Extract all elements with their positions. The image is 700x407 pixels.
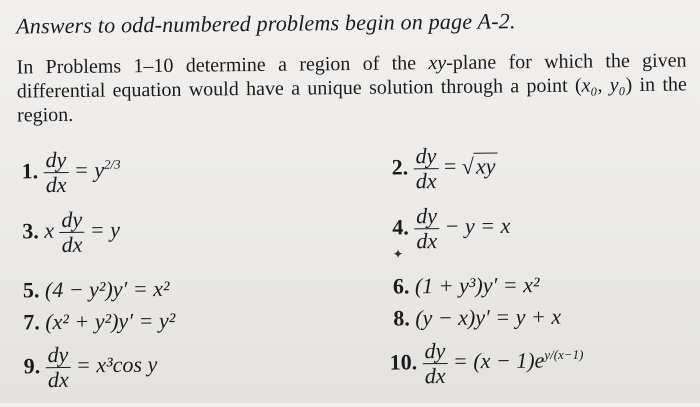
- problem-number: 2.: [391, 153, 409, 180]
- problem-number: 4.: [392, 213, 409, 240]
- problem-8: [393, 304, 561, 332]
- problem-4: [392, 203, 511, 253]
- fraction-denominator: dx: [424, 363, 446, 389]
- equation-expression: (4 − y²)y′ = x²: [44, 275, 170, 303]
- equation-rhs: = x³cos y: [75, 351, 158, 378]
- answers-note: Answers to odd-numbered problems begin on page A-2.: [16, 8, 516, 39]
- instructions-x0: x₀: [581, 74, 598, 97]
- pencil-mark-icon: ✦: [392, 246, 404, 262]
- problem-number: 10.: [389, 348, 418, 375]
- problem-6: [393, 272, 540, 300]
- fraction-denominator: dx: [415, 168, 437, 194]
- problem-number: 8.: [393, 305, 410, 331]
- radicand: xy: [474, 152, 498, 178]
- instructions-text-part-2: -plane for which the given differential equation would have a unique solution through a point (: [16, 49, 687, 103]
- equation-rhs: = (x − 1)e: [452, 347, 545, 374]
- derivative-fraction: [45, 343, 70, 392]
- equation-rhs: − y = x: [444, 212, 511, 239]
- instructions-sep: ,: [597, 74, 610, 97]
- instructions-text-part-3: ) in the region.: [16, 73, 687, 127]
- fraction-denominator: dx: [61, 231, 83, 258]
- problem-number: 9.: [23, 352, 41, 378]
- problem-number: 6.: [392, 273, 410, 299]
- equation-rhs: =: [443, 153, 462, 179]
- problem-number: 5.: [22, 277, 40, 303]
- derivative-fraction: [59, 208, 84, 257]
- equation-expression: (x² + y²)y′ = y²: [45, 307, 176, 335]
- equation-rhs: = y: [89, 216, 121, 243]
- instructions-y0: y₀: [609, 74, 626, 97]
- equation-exponent: 2/3: [103, 156, 121, 172]
- instructions-xy: xy: [428, 51, 447, 75]
- problem-1: [21, 147, 121, 197]
- fraction-denominator: dx: [47, 366, 69, 393]
- fraction-numerator: dy: [43, 148, 68, 173]
- problem-number: 1.: [21, 157, 39, 183]
- problem-9: [23, 342, 157, 392]
- problem-number: 3.: [22, 217, 39, 243]
- equation-expression: (y − x)y′ = y + x: [415, 303, 562, 331]
- fraction-denominator: dx: [45, 171, 67, 198]
- equation-exponent: y/(x−1): [544, 346, 584, 363]
- problem-2: [391, 143, 497, 193]
- problem-10: [389, 338, 583, 389]
- fraction-numerator: dy: [414, 204, 439, 229]
- derivative-fraction: [414, 204, 439, 253]
- equation-rhs: = y: [73, 157, 105, 183]
- problem-instructions: [16, 48, 687, 127]
- problem-5: [23, 276, 170, 304]
- fraction-numerator: dy: [45, 343, 70, 368]
- square-root: √xy: [461, 153, 496, 179]
- problem-number: 7.: [23, 309, 40, 335]
- fraction-numerator: dy: [422, 339, 447, 364]
- derivative-fraction: [413, 144, 438, 193]
- fraction-numerator: dy: [413, 144, 438, 169]
- fraction-denominator: dx: [416, 228, 438, 254]
- instructions-text-part-1: In Problems 1–10 determine a region of the: [16, 52, 429, 79]
- problem-7: [23, 308, 175, 336]
- fraction-numerator: dy: [59, 208, 84, 233]
- derivative-fraction: [43, 148, 68, 197]
- equation-expression: (1 + y³)y′ = x²: [414, 272, 540, 299]
- problem-3: [22, 207, 120, 257]
- equation-lead-factor: x: [44, 217, 55, 243]
- derivative-fraction: [422, 339, 447, 388]
